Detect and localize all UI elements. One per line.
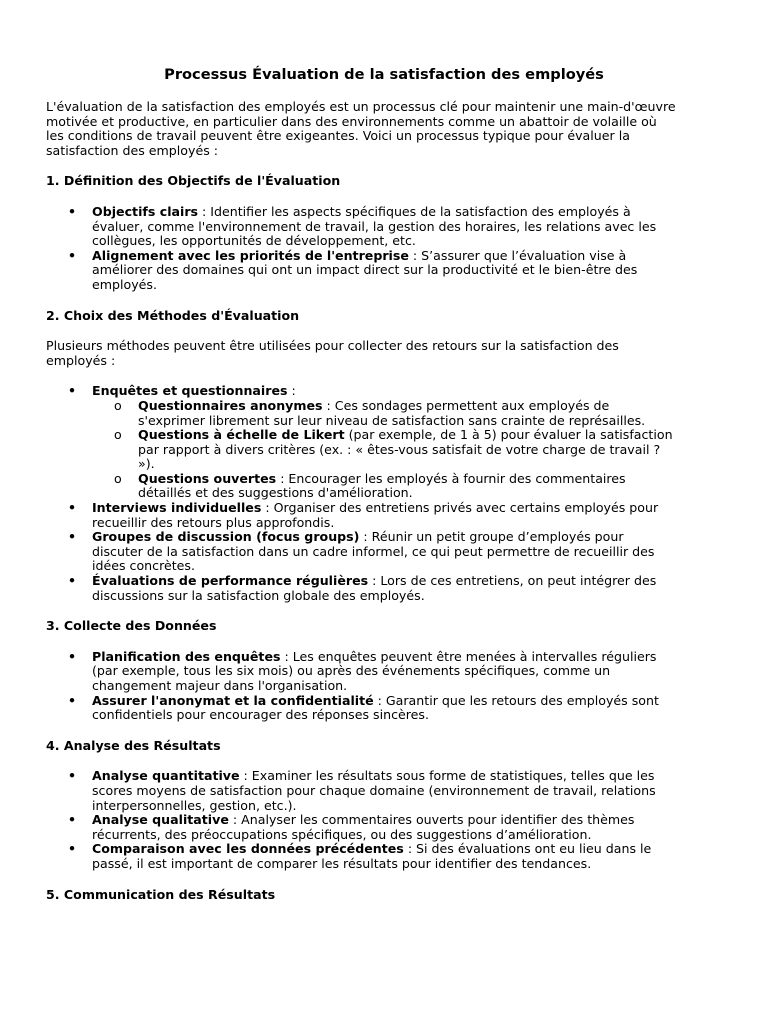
list-item bbox=[46, 530, 676, 574]
list-item bbox=[46, 813, 676, 842]
section-2-list bbox=[46, 384, 676, 603]
item-term: Alignement avec les priorités de l'entreprise bbox=[92, 247, 409, 263]
section-3-heading: 3. Collecte des Données bbox=[46, 618, 217, 634]
item-text: : Réunir un petit groupe d’employés pour discuter de la satisfaction dans un cadre informel, ce qui peut permettre de recueillir des idées concrètes. bbox=[92, 529, 655, 574]
item-term: Questions ouvertes bbox=[138, 470, 277, 486]
item-text: : Les enquêtes peuvent être menées à intervalles réguliers (par exemple, tous les six mois) ou après des événements spécifiques, comme un changement majeur dans l'organisation. bbox=[92, 648, 657, 693]
item-text: : Examiner les résultats sous forme de statistiques, telles que les scores moyens de satisfaction pour chaque domaine (environnement de travail, relations interpersonnelles, gestion, etc.). bbox=[92, 768, 656, 813]
list-item bbox=[46, 574, 676, 603]
list-item bbox=[46, 501, 676, 530]
sub-list-item bbox=[92, 428, 676, 472]
section-1-heading: 1. Définition des Objectifs de l'Évaluation bbox=[46, 173, 341, 189]
document-title: Processus Évaluation de la satisfaction des employés bbox=[164, 66, 604, 83]
section-4-heading: 4. Analyse des Résultats bbox=[46, 737, 221, 753]
item-text: : Encourager les employés à fournir des commentaires détaillés et des suggestions d'amélioration. bbox=[138, 470, 626, 501]
sub-list bbox=[92, 399, 676, 501]
item-text: : Si des évaluations ont eu lieu dans le passé, il est important de comparer les résultats pour identifier des tendances. bbox=[92, 841, 652, 871]
list-item bbox=[46, 694, 676, 723]
item-term: Interviews individuelles bbox=[92, 500, 262, 516]
section-3-list bbox=[46, 650, 676, 723]
sub-list-item bbox=[92, 472, 676, 501]
item-text: (par exemple, de 1 à 5) pour évaluer la satisfaction par rapport à divers critères (ex. : « êtes-vous satisfait de votre charge de travail ? »). bbox=[138, 427, 673, 472]
item-text: : Garantir que les retours des employés sont confidentiels pour encourager des réponses sincères. bbox=[92, 692, 659, 723]
list-item bbox=[46, 249, 676, 293]
section-5-heading: 5. Communication des Résultats bbox=[46, 886, 276, 902]
section-1-list bbox=[46, 205, 676, 293]
intro-paragraph: L'évaluation de la satisfaction des employés est un processus clé pour maintenir une main-d'œuvre motivée et productive, en particulier dans des environnements comme un abattoir de volaille où les conditions de travail peuvent être exigeantes. Voici un processus typique pour évaluer la satisfaction des employés : bbox=[46, 99, 676, 158]
section-2-intro: Plusieurs méthodes peuvent être utilisées pour collecter des retours sur la satisfaction des employés : bbox=[46, 338, 619, 368]
item-term: Planification des enquêtes bbox=[92, 648, 281, 664]
item-term: Assurer l'anonymat et la confidentialité bbox=[92, 692, 374, 708]
item-term: Analyse quantitative bbox=[92, 768, 240, 784]
item-text: : Ces sondages permettent aux employés de s'exprimer librement sur leur niveau de satisfaction sans crainte de représailles. bbox=[138, 397, 646, 428]
item-term: Analyse qualitative bbox=[92, 812, 229, 828]
item-text: : Organiser des entretiens privés avec certains employés pour recueillir des retours plus approfondis. bbox=[92, 500, 659, 530]
item-text: : Identifier les aspects spécifiques de la satisfaction des employés à évaluer, comme l'environnement de travail, la gestion des horaires, les relations avec les collègues, les opportunités de développement, etc. bbox=[92, 203, 657, 249]
list-item bbox=[46, 842, 676, 871]
section-4-list bbox=[46, 769, 676, 871]
list-item bbox=[46, 650, 676, 694]
item-term: Évaluations de performance régulières bbox=[92, 573, 369, 589]
item-text: : bbox=[287, 383, 296, 399]
list-item bbox=[46, 205, 676, 249]
sub-list-item bbox=[92, 399, 676, 428]
item-term: Questionnaires anonymes bbox=[138, 397, 323, 413]
item-term: Questions à échelle de Likert bbox=[138, 427, 345, 443]
item-term: Objectifs clairs bbox=[92, 203, 199, 219]
item-text: : Analyser les commentaires ouverts pour identifier des thèmes récurrents, des préoccupations spécifiques, ou des suggestions d’amélioration. bbox=[92, 812, 635, 842]
item-term: Comparaison avec les données précédentes bbox=[92, 841, 404, 857]
item-text: : S’assurer que l’évaluation vise à améliorer des domaines qui ont un impact direct sur la productivité et le bien-être des employés. bbox=[92, 247, 638, 292]
section-2-heading: 2. Choix des Méthodes d'Évaluation bbox=[46, 307, 300, 323]
list-item bbox=[46, 384, 676, 501]
item-term: Groupes de discussion (focus groups) bbox=[92, 529, 360, 545]
item-text: : Lors de ces entretiens, on peut intégrer des discussions sur la satisfaction globale des employés. bbox=[92, 573, 657, 603]
item-term: Enquêtes et questionnaires bbox=[92, 383, 288, 399]
list-item bbox=[46, 769, 676, 813]
